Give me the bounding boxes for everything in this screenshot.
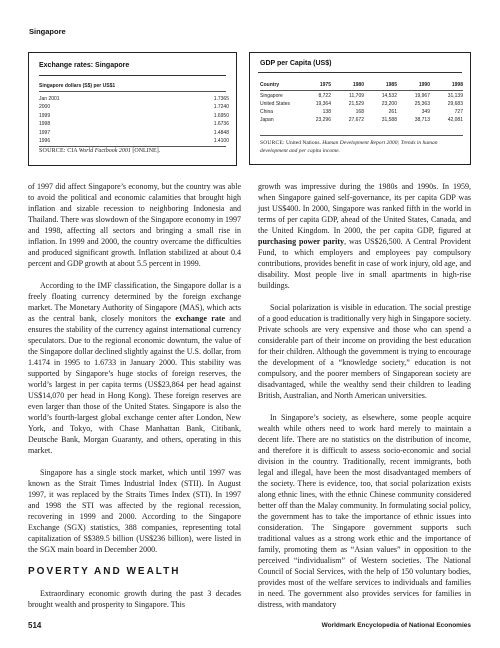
rate-cell: 1.4848 [213, 129, 229, 136]
right-column [258, 181, 471, 610]
source-text: CIA [65, 148, 79, 154]
exchange-rates-subtitle: Singapore dollars (S$) per US$1 [39, 83, 116, 89]
value-cell: 168 [355, 109, 364, 115]
value-cell: 138 [322, 109, 331, 115]
gdp-per-capita-box [249, 52, 471, 165]
left-column [28, 181, 241, 610]
country-cell: Japan [260, 117, 274, 123]
table-row [260, 108, 463, 116]
running-head: Singapore [29, 27, 66, 36]
table-row [39, 120, 229, 128]
exchange-rates-box [28, 52, 237, 166]
table-row [39, 112, 229, 120]
paragraph: Extraordinary economic growth during the past 3 decades brought wealth and prosperity to Singapore. This [28, 589, 241, 609]
year-cell: 1997 [39, 129, 51, 136]
year-cell: 2000 [39, 104, 51, 111]
table-header [260, 80, 463, 89]
value-cell: 42,081 [447, 117, 463, 123]
column-header: Country [260, 81, 280, 88]
divider [260, 90, 463, 91]
source-label: SOURCE: [260, 140, 285, 146]
rate-cell: 1.4100 [213, 138, 229, 145]
page-number: 514 [28, 621, 42, 630]
paragraph-text: growth was impressive during the 1980s and 1990s. In 1959, when Singapore gained self-governance, its per capita GDP was just US$400. In 2000, Singapore was ranked fifth in the world in terms of per capita GDP, ahead of the United States, Canada, and the United Kingdom. In 2000, the per capita GDP, figured at [258, 182, 471, 235]
column-header: 1980 [352, 81, 364, 88]
value-cell: 31,588 [381, 117, 397, 123]
divider [39, 146, 226, 147]
value-cell: 25,363 [414, 101, 430, 107]
value-cell: 31,139 [447, 93, 463, 99]
year-cell: 1999 [39, 112, 51, 119]
glossary-term: purchasing power parity [258, 237, 345, 246]
year-cell: 1998 [39, 121, 51, 128]
value-cell: 349 [421, 109, 430, 115]
exchange-rates-table [39, 95, 229, 145]
rate-cell: 1.7240 [213, 104, 229, 111]
source-title: World Factbook 2001 [78, 148, 131, 154]
paragraph: Singapore has a single stock market, which until 1997 was known as the Strait Times Industrial Index (STII). In August 1997, it was replaced by the Straits Times Index (STI). In 1997 and 1998 the STI was affected by the regional recession, recovering in 1999 and 2000. According to the Singapore Exchange (SGX) statistics, 388 companies, representing total capitalization of S$389.5 billion (US$236 billion), were listed in the SGX main board in December 2000. [28, 468, 241, 554]
value-cell: 29,683 [447, 101, 463, 107]
exchange-rates-title: Exchange rates: Singapore [39, 62, 130, 69]
table-row [39, 137, 229, 145]
year-cell: 1996 [39, 138, 51, 145]
column-header: 1975 [319, 81, 331, 88]
table-row [39, 103, 229, 111]
column-header: 1985 [385, 81, 397, 88]
publication-title: Worldmark Encyclopedia of National Economies [321, 622, 471, 629]
paragraph [28, 280, 241, 456]
value-cell: 23,296 [315, 117, 331, 123]
value-cell: 38,713 [414, 117, 430, 123]
rate-cell: 1.6736 [213, 121, 229, 128]
table-row [39, 95, 229, 103]
year-cell: Jan 2001 [39, 96, 60, 102]
country-cell: China [260, 109, 274, 115]
value-cell: 11,709 [349, 93, 364, 99]
value-cell: 8,722 [318, 93, 331, 99]
table-row [260, 116, 463, 124]
column-header: 1990 [418, 81, 430, 88]
gdp-source [260, 139, 465, 155]
divider [258, 72, 462, 73]
divider [39, 91, 226, 92]
source-title: Human Development Report 2000; Trends in human development and per capita income. [260, 140, 438, 154]
value-cell: 19,967 [414, 93, 430, 99]
rate-cell: 1.6950 [213, 112, 229, 119]
table-row [260, 92, 463, 100]
value-cell: 21,529 [348, 101, 364, 107]
paragraph: In Singapore’s society, as elsewhere, some people acquire wealth while others need to work hard merely to maintain a decent life. There are no statistics on the distribution of income, and therefore it is difficult to assess socio-economic and social division in the country. Traditionally, recent immigrants, both legal and illegal, have been the most disadvantaged members of the society. There is evidence, too, that social polarization exists along ethnic lines, with the ethnic Chinese community considered better off than the Malay community. In formulating social policy, the government has to take the importance of ethnic issues into consideration. The Singapore government supports such traditional values as a strong work ethic and the importance of family, promoting them as “Asian values” in opposition to the perceived “individualism” of Western societies. The National Council of Social Services, with the help of 150 voluntary bodies, provides most of the welfare services to individuals and families in need. The government also provides services for families in distress, with mandatory [258, 413, 471, 609]
value-cell: 27,672 [348, 117, 364, 123]
paragraph-text: According to the IMF classification, the Singapore dollar is a freely floating currency determined by the foreign exchange market. The Monetary Authority of Singapore (MAS), which acts as the central bank, closely monitors the [28, 281, 241, 323]
country-cell: Singapore [260, 93, 283, 99]
section-heading: POVERTY AND WEALTH [28, 566, 181, 577]
source-end: [ONLINE]. [130, 148, 161, 154]
country-cell: United States [260, 101, 291, 107]
divider [39, 75, 226, 76]
value-cell: 14,532 [381, 93, 397, 99]
glossary-term: exchange rate [175, 314, 226, 323]
source-label: SOURCE: [39, 148, 66, 154]
gdp-per-capita-title: GDP per Capita (US$) [260, 60, 332, 67]
exchange-rates-source [39, 148, 160, 154]
paragraph [258, 181, 471, 291]
column-header: 1998 [451, 81, 463, 88]
paragraph-text: , was US$26,500. A Central Provident Fund, to which employers and employees pay compulsory contributions, provides benefit in case of work injury, old age, and disability. Most people live in small apartments in high-rise buildings. [258, 237, 472, 290]
rate-cell: 1.7365 [213, 96, 229, 102]
paragraph: of 1997 did affect Singapore’s economy, but the country was able to avoid the political and economic calamities that brought high inflation and sizable recession to neighboring Indonesia and Thailand. There was slowdown of the Singapore economy in 1997 and 1998, affecting all sectors and bringing a small rise in inflation. In 1999 and 2000, the country overcame the difficulties and produced significant growth. Inflation stabilized at about 0.4 percent and GDP growth at about 5.5 percent in 1999. [28, 182, 241, 268]
table-row [260, 100, 463, 108]
gdp-table [260, 80, 463, 124]
value-cell: 727 [454, 109, 463, 115]
paragraph: Social polarization is visible in education. The social prestige of a good education is traditionally very high in Singapore society. Private schools are very expensive and those who can spend a considerable part of their income on providing the best education for their children. Although the government is trying to encourage the development of a “knowledge society,” education is not compulsory, and the poorer members of Singaporean society are disadvantaged, while the wealthy send their children to leading British, Australian, and North American universities. [258, 303, 471, 400]
value-cell: 19,364 [315, 101, 331, 107]
value-cell: 23,200 [381, 101, 397, 107]
paragraph-text: and ensures the stability of the currency against international currency speculators. Due to the regional economic downturn, the value of the Singapore dollar declined slightly against the U.S. dollar, from 1.4174 in 1995 to 1.6733 in January 2000. This stability was supported by Singapore’s huge stocks of foreign reserves, the world’s largest in per capita terms (US$23,864 per head against US$14,070 per head in Hong Kong). These foreign reserves are even larger than those of the United States. Singapore is also the world’s fourth-largest global exchange center after London, New York, and Tokyo, with Chase Manhattan Bank, Citibank, Deutsche Bank, Morgan Guaranty, and others, operating in this market. [28, 314, 241, 455]
divider [260, 135, 463, 136]
source-text: United Nations. [284, 140, 323, 146]
value-cell: 261 [388, 109, 397, 115]
table-row [39, 129, 229, 137]
